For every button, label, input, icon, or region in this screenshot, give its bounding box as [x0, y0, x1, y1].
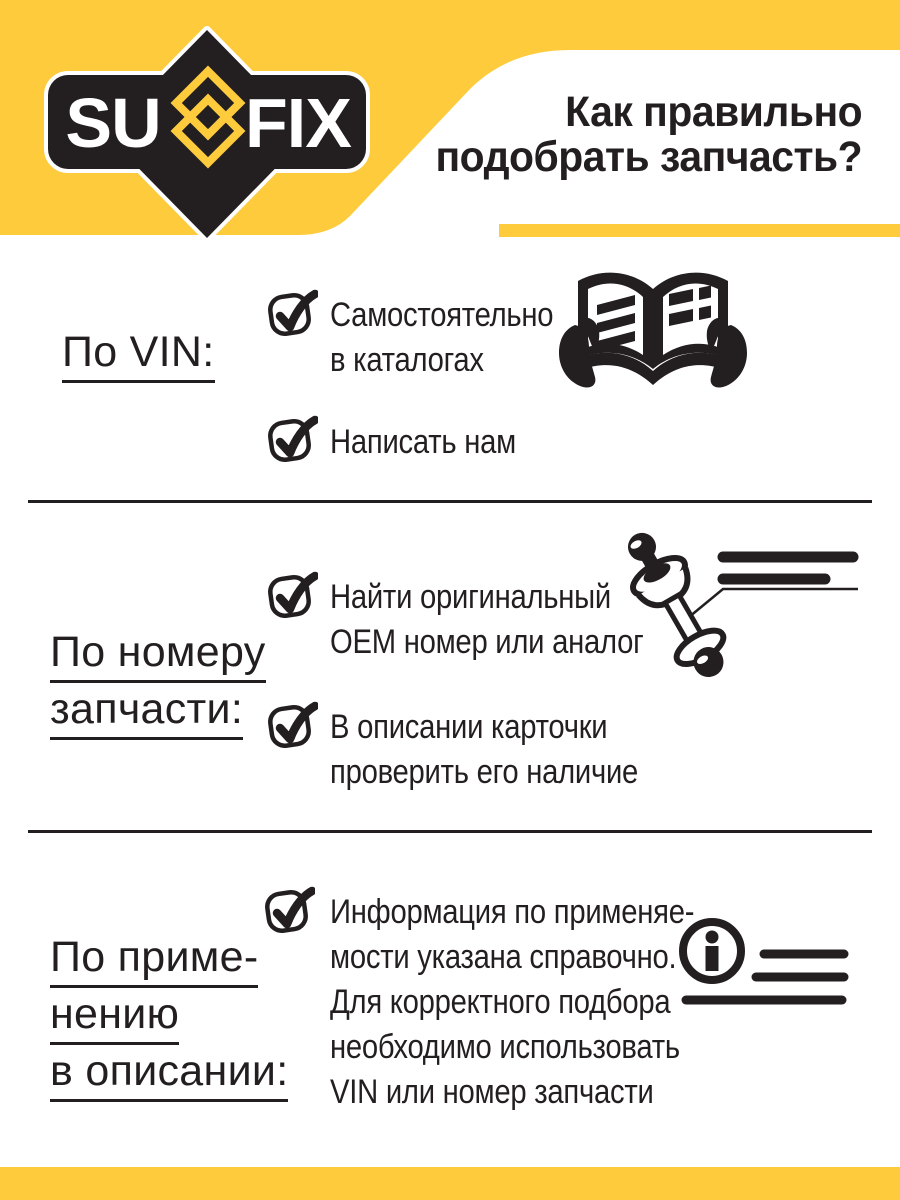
- item-line: Самостоятельно: [330, 296, 554, 334]
- checklist-item: [330, 705, 638, 795]
- page-title-line1: Как правильно: [564, 88, 862, 136]
- footer-yellow-bar: [0, 1167, 900, 1200]
- logo-text-left: SU: [65, 84, 161, 162]
- heading-line: запчасти:: [50, 688, 243, 740]
- check-icon: [266, 286, 318, 338]
- section-heading-part-number: [50, 628, 266, 742]
- item-line: Информация по применяе-: [330, 893, 695, 931]
- section-heading-application: [50, 933, 288, 1104]
- item-line: необходимо использовать: [330, 1028, 680, 1066]
- stabilizer-link-part-icon: [595, 515, 863, 710]
- heading-line: По VIN:: [62, 331, 215, 383]
- page-title-line2: подобрать запчасть?: [435, 133, 862, 181]
- item-line: Найти оригинальный: [330, 578, 611, 616]
- item-line: проверить его наличие: [330, 753, 639, 791]
- checklist-item: [330, 420, 516, 465]
- heading-line: По приме-: [50, 936, 258, 988]
- title-underline-bar: [499, 224, 900, 237]
- check-icon: [266, 568, 318, 620]
- check-icon: [266, 698, 318, 750]
- item-line: В описании карточки: [330, 708, 608, 746]
- item-line: OEM номер или аналог: [330, 623, 644, 661]
- section-divider: [28, 500, 872, 503]
- checklist-item: [330, 890, 694, 1115]
- item-line: в каталогах: [330, 341, 484, 379]
- heading-line: По номеру: [50, 631, 266, 683]
- check-icon: [266, 412, 318, 464]
- hands-holding-catalog-icon: [553, 263, 753, 398]
- logo-text-right: FIX: [245, 84, 351, 162]
- item-line: мости указана справочно.: [330, 938, 677, 976]
- section-divider: [28, 830, 872, 833]
- stabilizer-link-body: [610, 520, 741, 689]
- item-line: Для корректного подбора: [330, 983, 671, 1021]
- section-heading-vin: [62, 328, 215, 385]
- heading-line: нению: [50, 993, 179, 1045]
- check-icon: [263, 883, 315, 935]
- page-title: [435, 90, 862, 180]
- item-line: Написать нам: [330, 423, 516, 461]
- checklist-item: [330, 293, 553, 383]
- info-circle-icon: [672, 913, 854, 1011]
- item-line: VIN или номер запчасти: [330, 1073, 654, 1111]
- heading-line: в описании:: [50, 1050, 288, 1102]
